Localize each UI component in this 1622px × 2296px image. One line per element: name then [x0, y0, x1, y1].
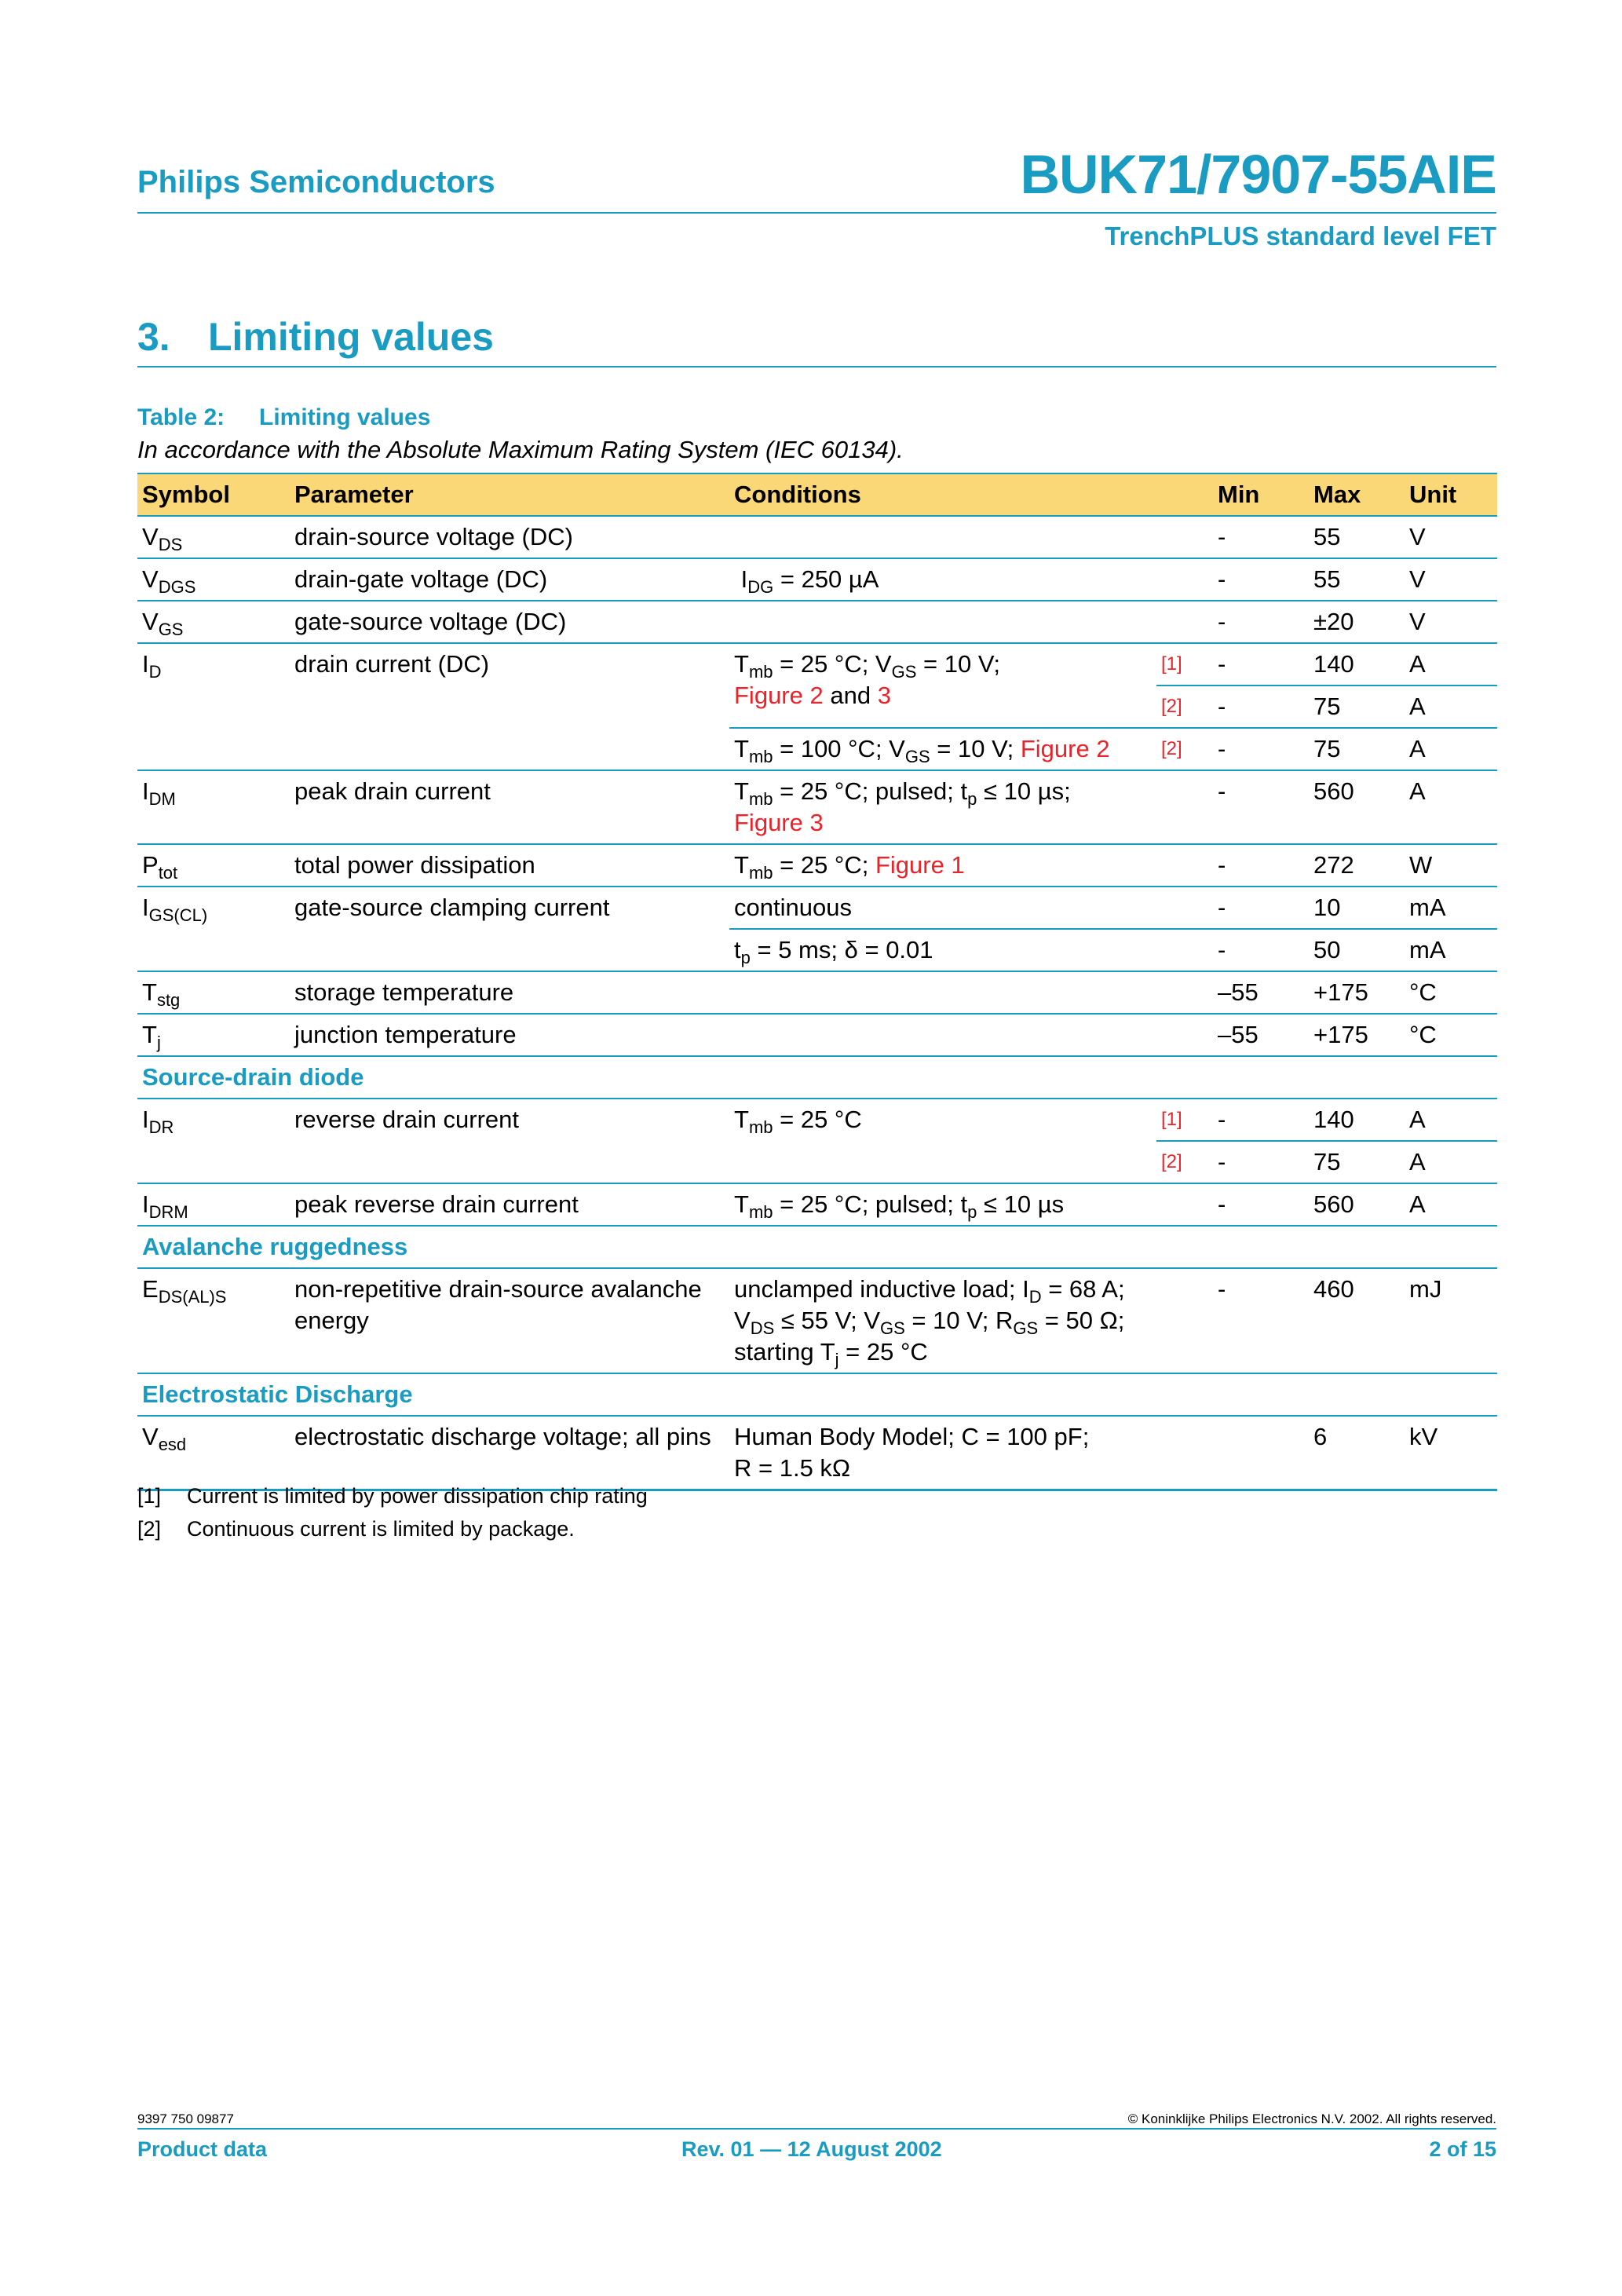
section-title: Limiting values [208, 315, 494, 359]
symbol-cell: $V_{esd}$ [137, 1416, 290, 1490]
unit-cell: kV [1405, 1416, 1497, 1490]
symbol-cell: $I_{GS(CL)}$ [137, 887, 290, 971]
unit-cell: A [1405, 686, 1497, 728]
table-row [137, 1099, 1497, 1141]
parameter-cell: total power dissipation [290, 844, 729, 887]
conditions-cell: Human Body Model; C = 100 pF; R = 1.5 kΩ [729, 1416, 1156, 1490]
copyright: © Koninklijke Philips Electronics N.V. 2002. All rights reserved. [1127, 2111, 1496, 2126]
table-row [137, 601, 1497, 643]
section-heading [137, 314, 494, 360]
symbol-cell: $I_{DRM}$ [137, 1183, 290, 1226]
symbol-cell: $E_{DS(AL)S}$ [137, 1268, 290, 1373]
min-cell: - [1213, 1183, 1309, 1226]
conditions-cell: $t_p = 5$ ms; δ = 0.01 [729, 929, 1156, 971]
symbol-cell: $V_{GS}$ [137, 601, 290, 643]
table-row [137, 1183, 1497, 1226]
conditions-cell: $T_{mb} = 25$ °C; $V_{GS} = 10$ V; Figure 2 and 3 [729, 643, 1156, 728]
unit-cell: A [1405, 1099, 1497, 1141]
table-row [137, 643, 1497, 686]
note-ref-1[interactable]: [1] [1156, 1099, 1213, 1141]
note-cell [1156, 929, 1213, 971]
table-subtitle: In accordance with the Absolute Maximum Rating System (IEC 60134). [137, 436, 904, 463]
section-rule [137, 366, 1496, 367]
col-conditions: Conditions [729, 473, 1213, 516]
table-row [137, 971, 1497, 1014]
unit-cell: V [1405, 601, 1497, 643]
symbol-cell: $T_j$ [137, 1014, 290, 1056]
group-avalanche-ruggedness: Avalanche ruggedness [137, 1226, 1497, 1268]
page-number: 2 of 15 [1429, 2137, 1496, 2161]
header-rule [137, 212, 1496, 214]
conditions-cell: $T_{mb} = 25$ °C; Figure 1 [729, 844, 1156, 887]
footer-rule [137, 2128, 1496, 2130]
note-ref-1[interactable]: [1] [1156, 643, 1213, 686]
unit-cell: A [1405, 728, 1497, 770]
group-row [137, 1373, 1497, 1416]
unit-cell: A [1405, 643, 1497, 686]
max-cell: 140 [1309, 1099, 1405, 1141]
note-cell [1156, 558, 1213, 601]
min-cell: - [1213, 887, 1309, 929]
max-cell: +175 [1309, 1014, 1405, 1056]
unit-cell: A [1405, 1183, 1497, 1226]
note-cell [1156, 1183, 1213, 1226]
max-cell: 10 [1309, 887, 1405, 929]
parameter-cell: peak drain current [290, 770, 729, 844]
note-ref-2[interactable]: [2] [1156, 1141, 1213, 1183]
footnote-text: Continuous current is limited by package. [187, 1517, 575, 1541]
unit-cell: mJ [1405, 1268, 1497, 1373]
symbol-cell: $V_{DS}$ [137, 516, 290, 558]
table-row [137, 558, 1497, 601]
symbol-cell: $I_D$ [137, 643, 290, 770]
symbol-cell: $T_{stg}$ [137, 971, 290, 1014]
note-cell [1156, 1014, 1213, 1056]
max-cell: 560 [1309, 1183, 1405, 1226]
parameter-cell: gate-source clamping current [290, 887, 729, 971]
max-cell: ±20 [1309, 601, 1405, 643]
conditions-cell [729, 516, 1156, 558]
table-label: Table 2: [137, 404, 225, 430]
conditions-cell [729, 601, 1156, 643]
max-cell: 75 [1309, 686, 1405, 728]
min-cell: - [1213, 1268, 1309, 1373]
note-ref-2[interactable]: [2] [1156, 686, 1213, 728]
conditions-cell: $T_{mb} = 100$ °C; $V_{GS} = 10$ V; Figure 2 [729, 728, 1156, 770]
note-cell [1156, 516, 1213, 558]
max-cell: 560 [1309, 770, 1405, 844]
col-symbol: Symbol [137, 473, 290, 516]
unit-cell: W [1405, 844, 1497, 887]
table-row [137, 770, 1497, 844]
col-min: Min [1213, 473, 1309, 516]
figure-3-link[interactable]: Figure 3 [734, 809, 824, 836]
footnote-2 [137, 1517, 575, 1541]
symbol-cell: $V_{DGS}$ [137, 558, 290, 601]
unit-cell: °C [1405, 1014, 1497, 1056]
table-header-row [137, 473, 1497, 516]
conditions-cell: continuous [729, 887, 1156, 929]
note-cell [1156, 1268, 1213, 1373]
company-name: Philips Semiconductors [137, 165, 495, 199]
limiting-values-table [137, 473, 1497, 1491]
group-electrostatic-discharge: Electrostatic Discharge [137, 1373, 1497, 1416]
max-cell: 55 [1309, 558, 1405, 601]
min-cell: –55 [1213, 1014, 1309, 1056]
product-number: BUK71/7907-55AIE [1020, 144, 1496, 205]
document-code: 9397 750 09877 [137, 2111, 234, 2126]
parameter-cell: non-repetitive drain-source avalanche energy [290, 1268, 729, 1373]
col-unit: Unit [1405, 473, 1497, 516]
table-row [137, 516, 1497, 558]
parameter-cell: drain-gate voltage (DC) [290, 558, 729, 601]
conditions-cell: $T_{mb} = 25$ °C; pulsed; $t_p \le 10$ µs [729, 1183, 1156, 1226]
min-cell: - [1213, 686, 1309, 728]
unit-cell: V [1405, 516, 1497, 558]
footnote-key: [2] [137, 1517, 162, 1541]
max-cell: 140 [1309, 643, 1405, 686]
conditions-cell: $T_{mb} = 25$ °C; pulsed; $t_p \le 10$ µs; Figure 3 [729, 770, 1156, 844]
min-cell: - [1213, 516, 1309, 558]
min-cell: - [1213, 1141, 1309, 1183]
document-status: Product data [137, 2137, 268, 2161]
figure-2-link[interactable]: Figure 2 [734, 682, 824, 709]
group-row [137, 1226, 1497, 1268]
figure-2-link[interactable]: Figure 2 [1020, 735, 1110, 762]
parameter-cell: peak reverse drain current [290, 1183, 729, 1226]
revision-date: Rev. 01 — 12 August 2002 [681, 2137, 942, 2161]
min-cell: - [1213, 1099, 1309, 1141]
table-row [137, 1416, 1497, 1490]
note-cell [1156, 971, 1213, 1014]
max-cell: 55 [1309, 516, 1405, 558]
table-title: Limiting values [259, 404, 431, 430]
max-cell: 75 [1309, 1141, 1405, 1183]
max-cell: 75 [1309, 728, 1405, 770]
table-row [137, 1268, 1497, 1373]
unit-cell: mA [1405, 887, 1497, 929]
max-cell: 50 [1309, 929, 1405, 971]
conditions-cell: $T_{mb} = 25$ °C [729, 1099, 1156, 1183]
footnote-key: [1] [137, 1484, 162, 1508]
parameter-cell: junction temperature [290, 1014, 729, 1056]
parameter-cell: gate-source voltage (DC) [290, 601, 729, 643]
note-cell [1156, 1416, 1213, 1490]
note-cell [1156, 770, 1213, 844]
conditions-cell [729, 971, 1156, 1014]
unit-cell: V [1405, 558, 1497, 601]
symbol-cell: $I_{DM}$ [137, 770, 290, 844]
col-parameter: Parameter [290, 473, 729, 516]
section-number: 3. [137, 315, 170, 359]
parameter-cell: electrostatic discharge voltage; all pins [290, 1416, 729, 1490]
table-row [137, 1014, 1497, 1056]
min-cell: - [1213, 770, 1309, 844]
min-cell: - [1213, 929, 1309, 971]
note-ref-2[interactable]: [2] [1156, 728, 1213, 770]
max-cell: +175 [1309, 971, 1405, 1014]
conditions-cell: unclamped inductive load; $I_D = 68$ A; $V_{DS} \le 55$ V; $V_{GS} = 10$ V; $R_{GS} = 50$ Ω; starting $T_j = 25$ °C [729, 1268, 1156, 1373]
unit-cell: °C [1405, 971, 1497, 1014]
parameter-cell: storage temperature [290, 971, 729, 1014]
figure-3-link[interactable]: 3 [877, 682, 891, 709]
note-cell [1156, 601, 1213, 643]
conditions-cell: $I_{DG} = 250$ µA [729, 558, 1156, 601]
conditions-cell [729, 1014, 1156, 1056]
min-cell [1213, 1416, 1309, 1490]
note-cell [1156, 887, 1213, 929]
symbol-cell: $I_{DR}$ [137, 1099, 290, 1183]
min-cell: - [1213, 844, 1309, 887]
table-row [137, 844, 1497, 887]
parameter-cell: drain current (DC) [290, 643, 729, 770]
min-cell: - [1213, 643, 1309, 686]
symbol-cell: $P_{tot}$ [137, 844, 290, 887]
min-cell: –55 [1213, 971, 1309, 1014]
figure-1-link[interactable]: Figure 1 [875, 851, 965, 879]
footnote-text: Current is limited by power dissipation chip rating [187, 1484, 648, 1508]
min-cell: - [1213, 558, 1309, 601]
unit-cell: mA [1405, 929, 1497, 971]
footnote-1 [137, 1484, 648, 1508]
table-caption [137, 404, 430, 431]
max-cell: 460 [1309, 1268, 1405, 1373]
parameter-cell: reverse drain current [290, 1099, 729, 1183]
table-row [137, 887, 1497, 929]
col-max: Max [1309, 473, 1405, 516]
parameter-cell: drain-source voltage (DC) [290, 516, 729, 558]
min-cell: - [1213, 601, 1309, 643]
max-cell: 6 [1309, 1416, 1405, 1490]
group-row [137, 1056, 1497, 1099]
group-source-drain-diode: Source-drain diode [137, 1056, 1497, 1099]
note-cell [1156, 844, 1213, 887]
max-cell: 272 [1309, 844, 1405, 887]
product-subtitle: TrenchPLUS standard level FET [1105, 221, 1496, 250]
unit-cell: A [1405, 1141, 1497, 1183]
min-cell: - [1213, 728, 1309, 770]
unit-cell: A [1405, 770, 1497, 844]
